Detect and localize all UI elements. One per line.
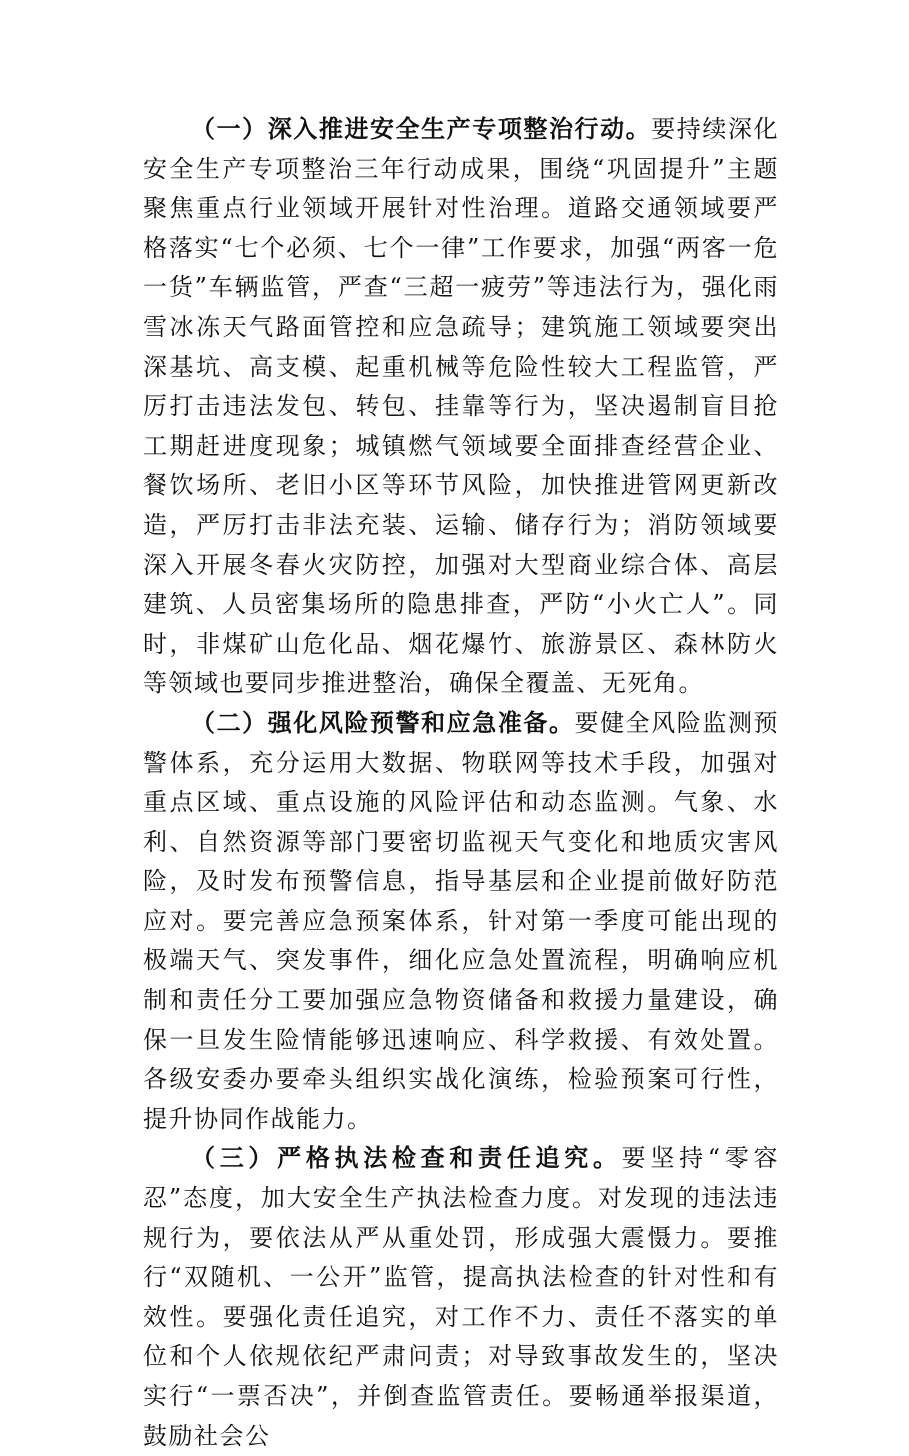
paragraph-1-heading: （一）深入推进安全生产专项整治行动。 [191,115,652,143]
paragraph-1 [143,110,779,704]
paragraph-3-heading: （三）严格执法检查和责任追究。 [191,1144,622,1173]
paragraph-3 [143,1139,779,1456]
paragraph-3-text: 要坚持“零容忍”态度，加大安全生产执法检查力度。对发现的违法违规行为，要依法从严从重处罚，形成强大震慑力。要推行“双随机、一公开”监管，提高执法检查的针对性和有效性。要强化责任追究，对工作不力、责任不落实的单位和个人依规依纪严肃问责；对导致事故发生的，坚决实行“一票否决”，并倒查监管责任。要畅通举报渠道，鼓励社会公 [143,1144,779,1450]
document-body [143,110,779,1456]
paragraph-2-text: 要健全风险监测预警体系，充分运用大数据、物联网等技术手段，加强对重点区域、重点设施的风险评估和动态监测。气象、水利、自然资源等部门要密切监视天气变化和地质灾害风险，及时发布预警信息，指导基层和企业提前做好防范应对。要完善应急预案体系，针对第一季度可能出现的极端天气、突发事件，细化应急处置流程，明确响应机制和责任分工要加强应急物资储备和救援力量建设，确保一旦发生险情能够迅速响应、科学救援、有效处置。各级安委办要牵头组织实战化演练，检验预案可行性，提升协同作战能力。 [143,708,780,1133]
paragraph-1-text: 要持续深化安全生产专项整治三年行动成果，围绕“巩固提升”主题聚焦重点行业领域开展针对性治理。道路交通领域要严格落实“七个必须、七个一律”工作要求，加强“两客一危一货”车辆监管，严查“三超一疲劳”等违法行为，强化雨雪冰冻天气路面管控和应急疏导；建筑施工领域要突出深基坑、高支模、起重机械等危险性较大工程监管，严厉打击违法发包、转包、挂靠等行为，坚决遏制盲目抢工期赶进度现象；城镇燃气领域要全面排查经营企业、餐饮场所、老旧小区等环节风险，加快推进管网更新改造，严厉打击非法充装、运输、储存行为；消防领域要深入开展冬春火灾防控，加强对大型商业综合体、高层建筑、人员密集场所的隐患排查，严防“小火亡人”。同时，非煤矿山危化品、烟花爆竹、旅游景区、森林防火等领域也要同步推进整治，确保全覆盖、无死角。 [143,115,780,698]
paragraph-2-heading: （二）强化风险预警和应急准备。 [191,708,575,737]
paragraph-2 [143,704,779,1140]
